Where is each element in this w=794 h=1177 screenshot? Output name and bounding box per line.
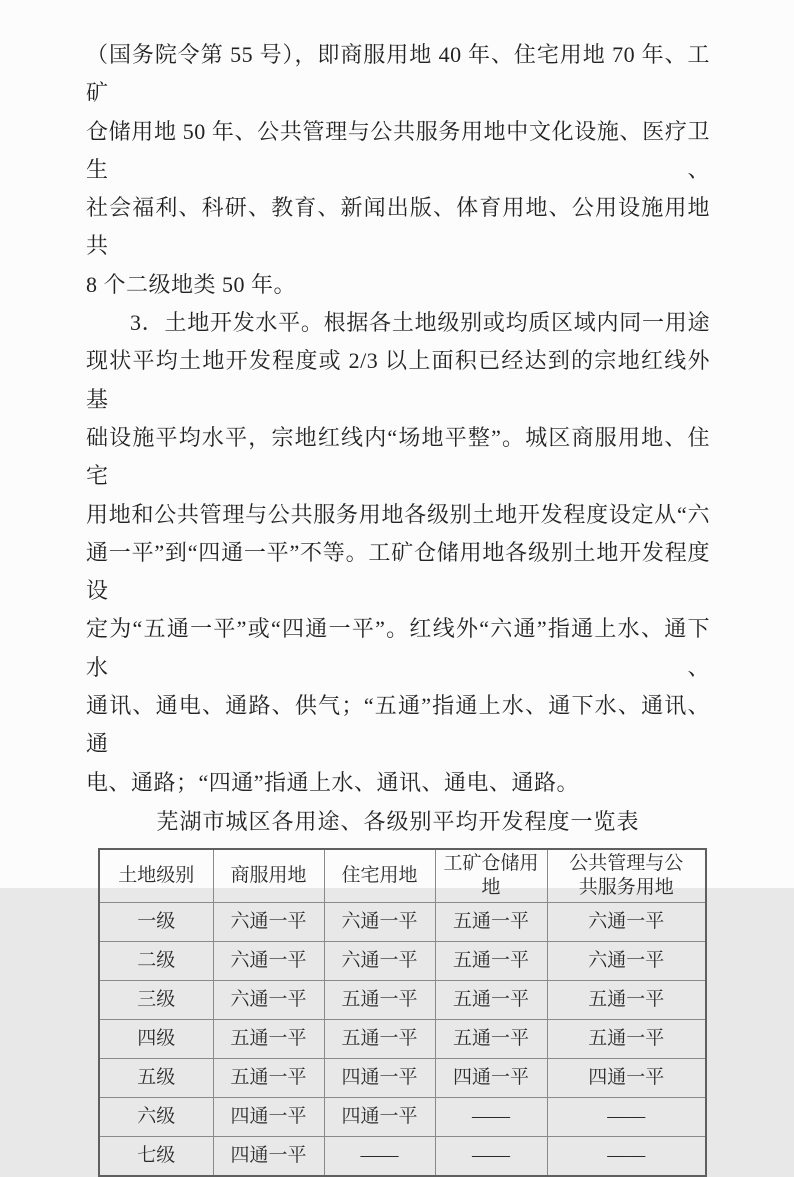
land-grade-cell: 六级 [99,1097,213,1136]
land-grade-cell: 七级 [99,1136,213,1176]
table-row [99,941,706,980]
development-level-table [98,848,707,1177]
land-grade-cell: 五级 [99,1058,213,1097]
paragraph-2 [86,304,710,802]
col-header-residential-land: 住宅用地 [324,849,435,903]
development-level-cell: —— [547,1136,706,1176]
development-level-cell: —— [547,1097,706,1136]
land-grade-cell: 四级 [99,1019,213,1058]
development-level-cell: 四通一平 [547,1058,706,1097]
development-level-cell: 六通一平 [213,980,324,1019]
table-body [99,902,706,1176]
development-level-cell: 四通一平 [213,1136,324,1176]
col-header-land-grade: 土地级别 [99,849,213,903]
development-level-cell: 六通一平 [547,941,706,980]
table-row [99,1019,706,1058]
col-header-public-service-land: 公共管理与公 共服务用地 [547,849,706,903]
development-level-cell: 五通一平 [324,1019,435,1058]
development-level-cell: —— [435,1136,547,1176]
development-level-cell: 五通一平 [324,980,435,1019]
text-line: 通讯、通电、通路、供气；“五通”指通上水、通下水、通讯、通 [86,693,710,757]
development-level-cell: 五通一平 [435,902,547,941]
text-line: 定为“五通一平”或“四通一平”。红线外“六通”指通上水、通下水、 [86,616,710,680]
development-level-cell: 六通一平 [324,941,435,980]
land-grade-cell: 三级 [99,980,213,1019]
development-level-cell: 四通一平 [324,1097,435,1136]
table-row [99,1136,706,1176]
development-level-cell: 六通一平 [324,902,435,941]
development-level-cell: 五通一平 [547,1019,706,1058]
development-level-cell: 四通一平 [435,1058,547,1097]
land-grade-cell: 一级 [99,902,213,941]
table-row [99,1058,706,1097]
development-level-cell: 五通一平 [435,980,547,1019]
paragraph-1 [86,36,710,304]
development-level-cell: —— [435,1097,547,1136]
table-title: 芜湖市城区各用途、各级别平均开发程度一览表 [156,808,640,834]
table-row [99,902,706,941]
development-level-cell: 五通一平 [213,1058,324,1097]
development-level-cell: 五通一平 [435,941,547,980]
text-line: 通一平”到“四通一平”不等。工矿仓储用地各级别土地开发程度设 [86,539,710,604]
development-level-cell: 六通一平 [213,902,324,941]
text-line: 现状平均土地开发程度或 2/3 以上面积已经达到的宗地红线外基 [86,348,710,412]
development-level-cell: 五通一平 [547,980,706,1019]
text-line: 电、通路；“四通”指通上水、通讯、通电、通路。 [86,769,580,795]
text-line: 3．土地开发水平。根据各土地级别或均质区域内同一用途 [130,310,710,336]
table-header-row [99,849,706,903]
development-level-cell: —— [324,1136,435,1176]
development-level-cell: 四通一平 [213,1097,324,1136]
development-level-cell: 四通一平 [324,1058,435,1097]
text-line: 8 个二级地类 50 年。 [86,271,297,297]
col-header-industrial-storage-land: 工矿仓储用地 [435,849,547,903]
text-line: 社会福利、科研、教育、新闻出版、体育用地、公用设施用地共 [86,195,710,259]
table-row [99,980,706,1019]
text-line: 仓储用地 50 年、公共管理与公共服务用地中文化设施、医疗卫生、 [86,118,710,182]
development-level-cell: 六通一平 [547,902,706,941]
land-grade-cell: 二级 [99,941,213,980]
development-level-cell: 五通一平 [213,1019,324,1058]
text-line: 础设施平均水平，宗地红线内“场地平整”。城区商服用地、住宅 [86,424,710,489]
col-header-commercial-land: 商服用地 [213,849,324,903]
text-line: （国务院令第 55 号），即商服用地 40 年、住宅用地 70 年、工矿 [86,42,710,106]
table-row [99,1097,706,1136]
development-level-cell: 五通一平 [435,1019,547,1058]
text-line: 用地和公共管理与公共服务用地各级别土地开发程度设定从“六 [86,501,710,527]
development-level-cell: 六通一平 [213,941,324,980]
